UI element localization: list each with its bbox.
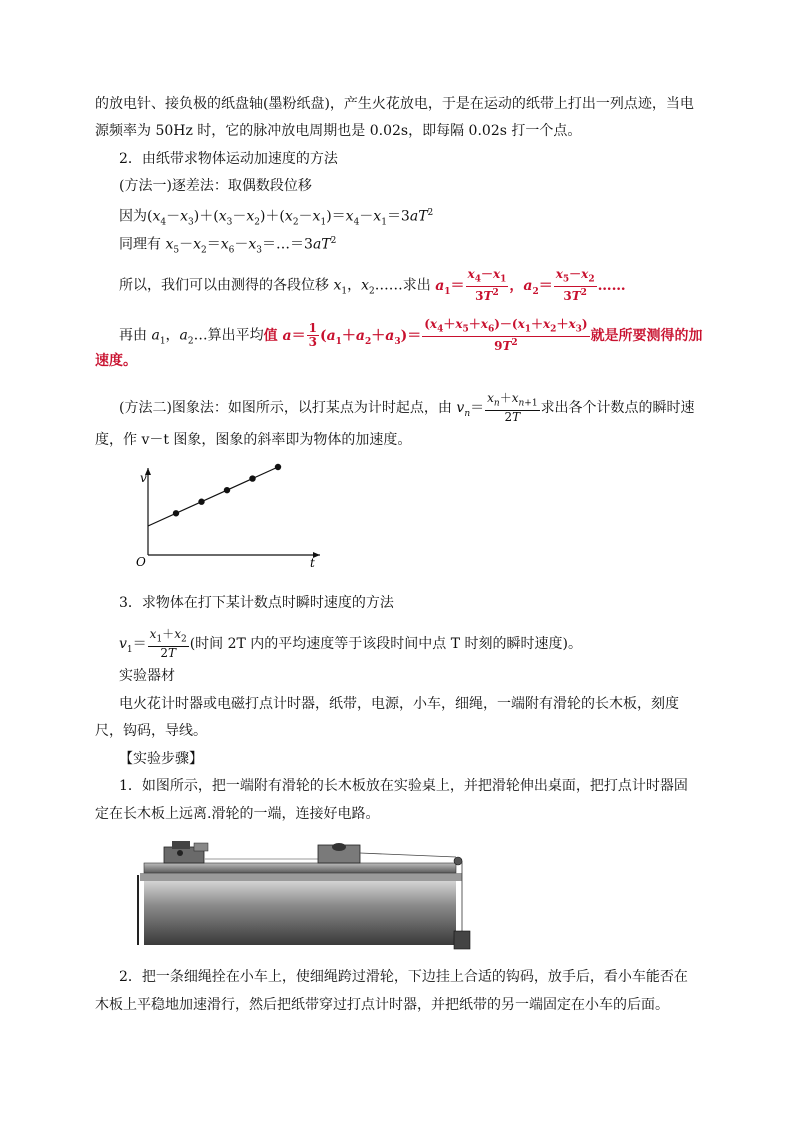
equation-line: 所以，我们可以由测得的各段位移 $x_1$，$x_2\dots\dots$求出 $a_1=$ $\frac{x_4-x_1}{3T^2}$ ，$a_2=$ $\frac{x_5-x_2}{3T^2}$ …… [119,267,626,304]
x-label: t [310,556,315,570]
paragraph-text: 尺，钩码，导线。 [95,723,207,739]
equation-line: 因为$(x_4-x_3)+(x_3-x_2)+(x_2-x_1)=x_4-x_1=3aT^2$ [119,208,434,228]
section-heading: 【实验步骤】 [119,751,203,767]
fit-line [148,467,278,526]
section-heading: 实验器材 [119,668,175,684]
apparatus-figure [130,835,490,957]
string [360,853,456,857]
highlight-text: 速度。 [95,353,137,369]
graph-point [249,475,255,481]
hook-weight [454,931,470,949]
paragraph-text: 度，作 v－t 图象，图象的斜率即为物体的加速度。 [95,432,412,448]
table-top [140,873,462,881]
timer [164,841,208,863]
y-label: v [140,471,147,485]
graph-point [224,487,230,493]
paragraph-text: 源频率为 50Hz 时，它的脉冲放电周期也是 0.02s，即每隔 0.02s 打一个点。 [95,123,582,139]
equation-line: 再由 $a_1$，$a_2\dots$算出平均值 a＝ $\frac{1}{3}$ $(a_1+a_2+a_3)=$ $\frac{(x_4+x_5+x_6)-(x_1+x_2+x_3)}{9T^2}$ 就是所要测得的加 [119,317,703,354]
equation-line: $v_1=$ $\frac{x_1+x_2}{2T}$ (时间 2T 内的平均速度等于该段时间中点 T 时刻的瞬时速度)。 [119,627,583,661]
section-heading: 3．求物体在打下某计数点时瞬时速度的方法 [119,595,394,611]
paragraph-text: 的放电针、接负极的纸盘轴(墨粉纸盘)，产生火花放电，于是在运动的纸带上打出一列点迹，当电 [95,96,694,112]
method-heading: (方法二)图象法：如图所示，以打某点为计时起点，由 $v_n=$ $\frac{x_n+x_{n+1}}{2T}$ 求出各个计数点的瞬时速 [119,391,695,425]
section-heading: 2．由纸带求物体运动加速度的方法 [119,151,338,167]
method-heading: (方法一)逐差法：取偶数段位移 [119,178,312,194]
paragraph-text: 定在长木板上远离.滑轮的一端，连接好电路。 [95,806,380,822]
graph-point [275,464,281,470]
graph-point [198,499,204,505]
pulley [454,857,462,865]
paragraph-text: 木板上平稳地加速滑行，然后把纸带穿过打点计时器，并把纸带的另一端固定在小车的后面。 [95,997,669,1013]
graph-point [173,510,179,516]
paragraph-text: 2．把一条细绳拴在小车上，使细绳跨过滑轮，下边挂上合适的钩码，放手后，看小车能否在 [119,969,688,985]
equation-line: 同理有 $x_5-x_2=x_6-x_3=\dots=3aT^2$ [119,236,337,256]
paragraph-text: 1．如图所示，把一端附有滑轮的长木板放在实验桌上，并把滑轮伸出桌面，把打点计时器固 [119,778,688,794]
table-body [144,879,456,945]
origin-label: O [136,555,146,569]
vt-graph [128,460,328,570]
long-board [144,863,456,873]
paragraph-text: 电火花计时器或电磁打点计时器，纸带，电源，小车，细绳，一端附有滑轮的长木板，刻度 [119,696,679,712]
cart [318,843,360,863]
